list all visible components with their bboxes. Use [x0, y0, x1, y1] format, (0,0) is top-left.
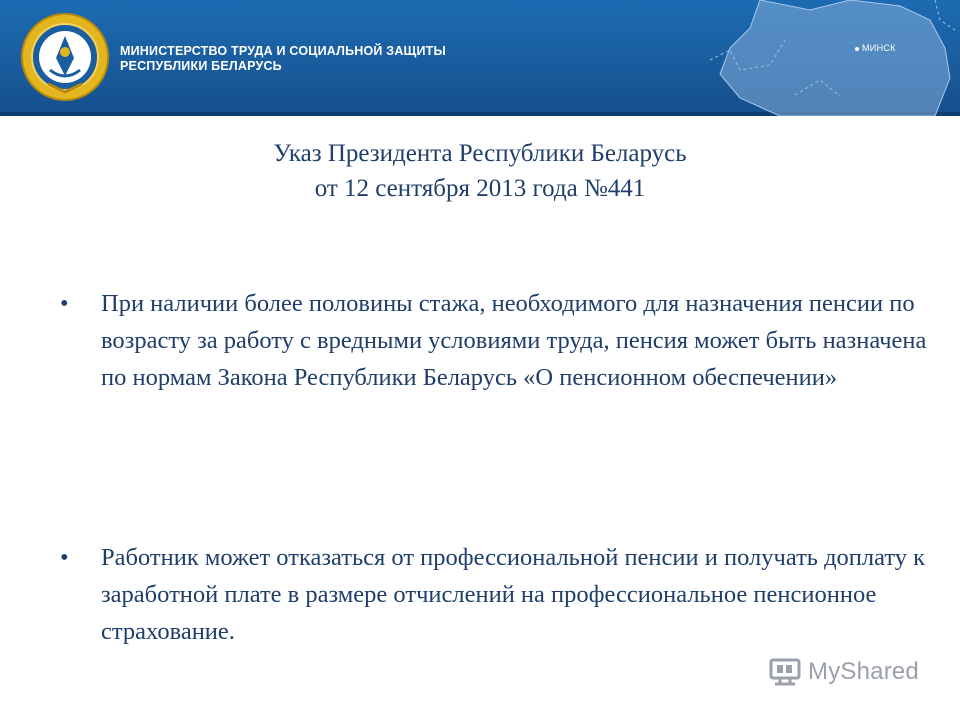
ministry-name-line2: РЕСПУБЛИКИ БЕЛАРУСЬ: [120, 59, 282, 73]
myshared-watermark: [768, 655, 919, 689]
bullet-text: При наличии более половины стажа, необходимого для назначения пенсии по возрасту за работу с вредными условиями труда, пенсия может быть назначена по нормам Закона Республики Беларусь «О пенсионном обеспечении»: [101, 290, 927, 391]
map-city-label: МИНСК: [862, 43, 896, 53]
bullet-item: [60, 539, 930, 650]
slide-title-line1: Указ Президента Республики Беларусь: [273, 140, 687, 167]
minsk-marker: [855, 47, 859, 51]
bullet-item: [60, 285, 930, 396]
ministry-emblem-icon: [20, 12, 110, 102]
bullet-text: Работник может отказаться от профессиональной пенсии и получать доплату к заработной плате в размере отчислений на профессиональное пенсионное страхование.: [101, 544, 926, 645]
slide-title-line2: от 12 сентября 2013 года №441: [314, 175, 646, 202]
myshared-logo-icon: [768, 657, 802, 687]
watermark-text: MyShared: [808, 658, 919, 685]
header-banner: [0, 0, 960, 116]
bullet-marker: •: [60, 290, 69, 317]
ministry-name: [120, 44, 446, 74]
belarus-map-icon: [700, 0, 960, 116]
slide-title: [0, 136, 960, 206]
bullet-marker: •: [60, 544, 69, 571]
ministry-name-line1: МИНИСТЕРСТВО ТРУДА И СОЦИАЛЬНОЙ ЗАЩИТЫ: [120, 44, 446, 58]
